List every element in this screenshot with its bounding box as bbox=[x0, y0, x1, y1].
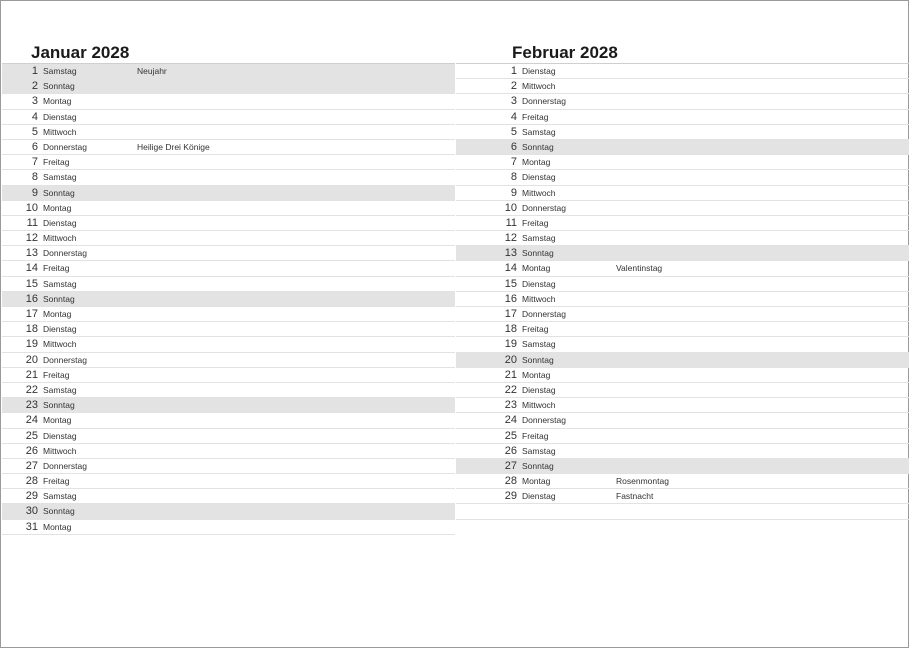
day-event: Neujahr bbox=[137, 66, 167, 76]
day-number: 22 bbox=[504, 383, 517, 396]
day-weekday: Mittwoch bbox=[43, 233, 77, 244]
day-number: 9 bbox=[31, 186, 38, 199]
day-row bbox=[2, 64, 455, 79]
day-number: 21 bbox=[504, 368, 517, 381]
day-weekday: Samstag bbox=[43, 491, 77, 502]
day-weekday: Sonntag bbox=[522, 248, 554, 259]
day-row bbox=[2, 322, 455, 337]
day-number: 30 bbox=[25, 505, 38, 518]
day-weekday: Donnerstag bbox=[43, 248, 87, 259]
day-weekday: Sonntag bbox=[522, 460, 554, 471]
day-row bbox=[456, 429, 909, 444]
day-row bbox=[456, 368, 909, 383]
day-number: 23 bbox=[504, 399, 517, 412]
day-row bbox=[2, 186, 455, 201]
day-weekday: Dienstag bbox=[522, 384, 556, 395]
day-number: 15 bbox=[504, 277, 517, 290]
day-weekday: Mittwoch bbox=[522, 187, 556, 198]
month-february bbox=[456, 42, 909, 520]
day-weekday: Donnerstag bbox=[522, 96, 566, 107]
day-number: 23 bbox=[25, 399, 38, 412]
day-number: 21 bbox=[25, 368, 38, 381]
day-weekday: Montag bbox=[43, 415, 72, 426]
day-weekday: Dienstag bbox=[522, 278, 556, 289]
day-number: 29 bbox=[504, 490, 517, 503]
day-number: 27 bbox=[25, 459, 38, 472]
day-weekday: Samstag bbox=[43, 278, 77, 289]
day-number: 13 bbox=[25, 247, 38, 260]
day-number: 28 bbox=[504, 475, 517, 488]
day-row bbox=[2, 292, 455, 307]
day-number: 6 bbox=[510, 140, 517, 153]
day-weekday: Freitag bbox=[522, 430, 549, 441]
day-number: 10 bbox=[504, 201, 517, 214]
day-row bbox=[456, 413, 909, 428]
day-weekday: Mittwoch bbox=[43, 126, 77, 137]
day-row bbox=[2, 368, 455, 383]
day-number: 20 bbox=[504, 353, 517, 366]
day-row bbox=[456, 155, 909, 170]
day-event: Heilige Drei Könige bbox=[137, 141, 210, 152]
day-weekday: Sonntag bbox=[43, 293, 75, 304]
day-number: 14 bbox=[504, 262, 517, 275]
day-number: 28 bbox=[25, 475, 38, 488]
day-number: 29 bbox=[25, 490, 38, 503]
day-weekday: Freitag bbox=[43, 369, 70, 380]
day-weekday: Sonntag bbox=[43, 81, 75, 92]
day-weekday: Samstag bbox=[522, 445, 556, 456]
day-number: 6 bbox=[31, 140, 38, 153]
day-row bbox=[2, 398, 455, 413]
day-row bbox=[2, 489, 455, 504]
day-number: 5 bbox=[31, 125, 38, 138]
day-number: 3 bbox=[510, 95, 517, 108]
day-event: Valentinstag bbox=[616, 263, 663, 274]
day-weekday: Dienstag bbox=[522, 66, 556, 76]
day-row bbox=[456, 292, 909, 307]
day-weekday: Freitag bbox=[43, 157, 70, 168]
day-number: 8 bbox=[31, 171, 38, 184]
day-weekday: Mittwoch bbox=[522, 400, 556, 411]
day-number: 25 bbox=[25, 429, 38, 442]
day-weekday: Samstag bbox=[522, 339, 556, 350]
day-row bbox=[456, 201, 909, 216]
day-weekday: Sonntag bbox=[43, 187, 75, 198]
day-number: 18 bbox=[504, 323, 517, 336]
day-weekday: Montag bbox=[522, 157, 551, 168]
day-row bbox=[2, 231, 455, 246]
day-weekday: Dienstag bbox=[43, 111, 77, 122]
day-weekday: Dienstag bbox=[43, 430, 77, 441]
day-number: 12 bbox=[25, 232, 38, 245]
day-weekday: Samstag bbox=[522, 233, 556, 244]
day-row bbox=[2, 170, 455, 185]
day-number: 19 bbox=[504, 338, 517, 351]
day-weekday: Donnerstag bbox=[43, 460, 87, 471]
day-row bbox=[456, 307, 909, 322]
day-row bbox=[2, 307, 455, 322]
day-weekday: Dienstag bbox=[522, 172, 556, 183]
day-row bbox=[456, 383, 909, 398]
day-number: 8 bbox=[510, 171, 517, 184]
day-number: 11 bbox=[26, 216, 38, 229]
day-row bbox=[456, 489, 909, 504]
day-row bbox=[456, 246, 909, 261]
day-row bbox=[456, 353, 909, 368]
day-weekday: Montag bbox=[43, 309, 72, 319]
day-number: 7 bbox=[510, 156, 517, 169]
day-weekday: Freitag bbox=[522, 324, 549, 335]
day-row bbox=[2, 94, 455, 109]
day-row bbox=[2, 261, 455, 276]
day-row bbox=[456, 231, 909, 246]
day-number: 2 bbox=[31, 80, 38, 93]
day-number: 16 bbox=[504, 292, 517, 305]
month-title: Januar 2028 bbox=[2, 42, 455, 64]
day-weekday: Freitag bbox=[522, 111, 549, 122]
day-row bbox=[2, 444, 455, 459]
day-event: Fastnacht bbox=[616, 491, 654, 502]
day-weekday: Montag bbox=[43, 202, 72, 213]
day-number: 16 bbox=[25, 292, 38, 305]
day-row bbox=[2, 216, 455, 231]
day-row bbox=[456, 216, 909, 231]
day-weekday: Donnerstag bbox=[522, 415, 566, 426]
day-row bbox=[2, 459, 455, 474]
day-row bbox=[456, 79, 909, 94]
day-number: 17 bbox=[25, 308, 38, 320]
day-number: 9 bbox=[510, 186, 517, 199]
day-number: 24 bbox=[504, 414, 517, 427]
day-row bbox=[456, 459, 909, 474]
day-weekday: Donnerstag bbox=[43, 354, 87, 365]
day-row bbox=[2, 429, 455, 444]
day-number: 15 bbox=[25, 277, 38, 290]
day-number: 25 bbox=[504, 429, 517, 442]
day-number: 13 bbox=[504, 247, 517, 260]
day-weekday: Samstag bbox=[522, 126, 556, 137]
day-row bbox=[2, 277, 455, 292]
day-row bbox=[2, 413, 455, 428]
day-weekday: Samstag bbox=[43, 384, 77, 395]
day-weekday: Sonntag bbox=[522, 141, 554, 152]
day-weekday: Montag bbox=[522, 263, 551, 274]
day-number: 3 bbox=[31, 95, 38, 108]
day-weekday: Mittwoch bbox=[522, 81, 556, 92]
day-row bbox=[456, 504, 909, 519]
day-list bbox=[456, 64, 909, 520]
day-weekday: Mittwoch bbox=[43, 339, 77, 350]
day-row bbox=[456, 170, 909, 185]
day-row bbox=[2, 353, 455, 368]
day-weekday: Dienstag bbox=[43, 217, 77, 228]
day-weekday: Freitag bbox=[43, 476, 70, 487]
day-row bbox=[2, 474, 455, 489]
day-number: 26 bbox=[504, 444, 517, 457]
day-event: Rosenmontag bbox=[616, 476, 669, 487]
month-title: Februar 2028 bbox=[456, 42, 909, 64]
day-number: 7 bbox=[31, 156, 38, 169]
day-row bbox=[2, 140, 455, 155]
day-row bbox=[456, 444, 909, 459]
day-row bbox=[456, 64, 909, 79]
day-weekday: Montag bbox=[43, 521, 72, 532]
day-weekday: Montag bbox=[43, 96, 72, 107]
day-number: 26 bbox=[25, 444, 38, 457]
day-row bbox=[456, 474, 909, 489]
day-number: 27 bbox=[504, 459, 517, 472]
day-number: 12 bbox=[504, 232, 517, 245]
day-number: 17 bbox=[504, 308, 517, 320]
day-number: 20 bbox=[25, 353, 38, 366]
day-number: 4 bbox=[31, 110, 38, 123]
day-row bbox=[456, 125, 909, 140]
day-row bbox=[456, 261, 909, 276]
day-weekday: Sonntag bbox=[522, 354, 554, 365]
day-row bbox=[456, 337, 909, 352]
day-row bbox=[2, 246, 455, 261]
day-row bbox=[2, 383, 455, 398]
day-weekday: Freitag bbox=[43, 263, 70, 274]
day-weekday: Samstag bbox=[43, 66, 77, 76]
day-row bbox=[456, 398, 909, 413]
day-weekday: Sonntag bbox=[43, 506, 75, 517]
day-list bbox=[2, 64, 455, 535]
day-row bbox=[2, 155, 455, 170]
day-number: 5 bbox=[510, 125, 517, 138]
day-weekday: Mittwoch bbox=[522, 293, 556, 304]
day-row bbox=[2, 520, 455, 535]
day-weekday: Mittwoch bbox=[43, 445, 77, 456]
day-row bbox=[456, 140, 909, 155]
month-january bbox=[2, 42, 455, 535]
day-row bbox=[456, 186, 909, 201]
day-number: 1 bbox=[31, 65, 38, 77]
day-row bbox=[2, 504, 455, 519]
day-row bbox=[2, 201, 455, 216]
day-weekday: Sonntag bbox=[43, 400, 75, 411]
day-weekday: Samstag bbox=[43, 172, 77, 183]
day-number: 14 bbox=[25, 262, 38, 275]
day-weekday: Dienstag bbox=[43, 324, 77, 335]
day-number: 2 bbox=[510, 80, 517, 93]
day-weekday: Donnerstag bbox=[522, 309, 566, 319]
day-weekday: Montag bbox=[522, 476, 551, 487]
day-number: 24 bbox=[25, 414, 38, 427]
day-weekday: Montag bbox=[522, 369, 551, 380]
day-weekday: Dienstag bbox=[522, 491, 556, 502]
day-number: 19 bbox=[25, 338, 38, 351]
day-number: 31 bbox=[25, 520, 38, 533]
day-number: 10 bbox=[25, 201, 38, 214]
day-row bbox=[2, 337, 455, 352]
day-weekday: Donnerstag bbox=[522, 202, 566, 213]
day-row bbox=[456, 322, 909, 337]
day-row bbox=[456, 94, 909, 109]
day-row bbox=[2, 125, 455, 140]
day-row bbox=[2, 110, 455, 125]
day-row bbox=[456, 110, 909, 125]
day-row bbox=[456, 277, 909, 292]
day-number: 18 bbox=[25, 323, 38, 336]
day-weekday: Freitag bbox=[522, 217, 549, 228]
day-number: 1 bbox=[510, 65, 517, 77]
day-weekday: Donnerstag bbox=[43, 141, 87, 152]
day-number: 11 bbox=[505, 216, 517, 229]
day-row bbox=[2, 79, 455, 94]
day-number: 4 bbox=[510, 110, 517, 123]
day-number: 22 bbox=[25, 383, 38, 396]
